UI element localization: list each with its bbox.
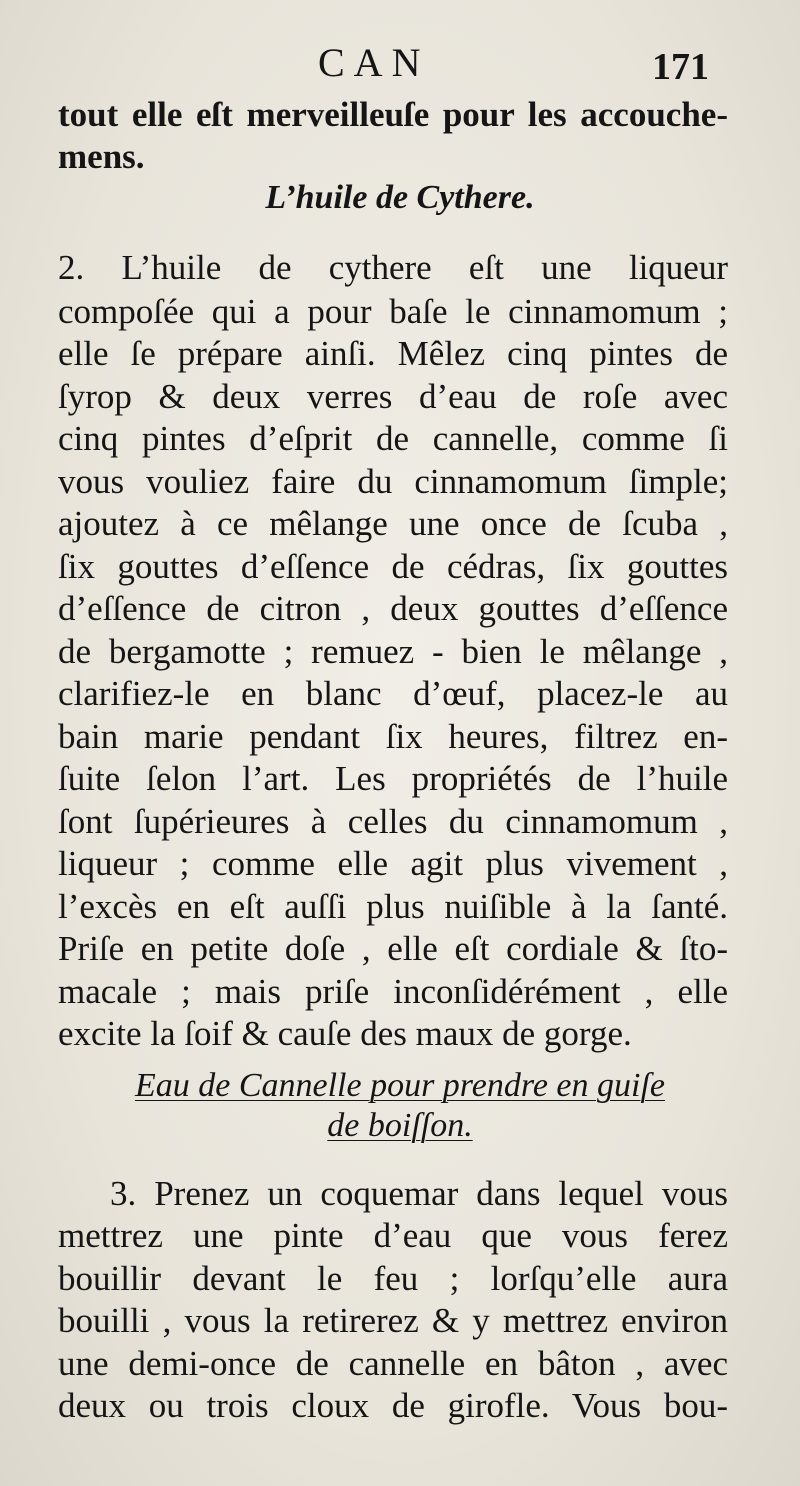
text-line: macale ; mais priſe inconſidérément , elle [58,972,728,1011]
text-line: d’eſſence de citron , deux gouttes d’eſſence [58,589,728,628]
text-line: elle ſe prépare ainſi. Mêlez cinq pintes de [58,334,728,373]
section-title: Eau de Cannelle pour prendre en guiſe [134,1067,666,1104]
text-line: excite la ſoif & cauſe des maux de gorge. [58,1014,632,1053]
text-line: Priſe en petite doſe , elle eſt cordiale & ſto- [58,929,728,968]
text-line: ſuite ſelon l’art. Les propriétés de l’huile [58,759,728,798]
text-line: bain marie pendant ſix heures, filtrez en- [58,717,728,756]
text-line: bouillir devant le feu ; lorſqu’elle aura [58,1259,728,1298]
text-line: mettrez une pinte d’eau que vous ferez [58,1216,728,1255]
text-line: deux ou trois cloux de girofle. Vous bou- [58,1386,728,1425]
text-line: liqueur ; comme elle agit plus vivement , [58,844,728,883]
text-line: ſyrop & deux verres d’eau de roſe avec [58,377,728,416]
text-line: mens. [58,137,145,176]
text-line: une demi-once de cannelle en bâton , avec [58,1344,728,1383]
section-title-continued: de boiſſon. [327,1107,473,1144]
text-line: cinq pintes d’eſprit de cannelle, comme ſi [58,419,728,458]
text-line: vous vouliez faire du cinnamomum ſimple; [58,462,728,501]
text-line: bouilli , vous la retirerez & y mettrez environ [58,1301,728,1340]
section-title: L’huile de Cythere. [265,179,535,216]
page-number: 171 [652,46,709,88]
text-line: de bergamotte ; remuez - bien le mêlange , [58,632,728,671]
text-line: 2. L’huile de cythere eſt une liqueur [58,248,728,287]
page-header [0,36,800,90]
text-line: tout elle eſt merveilleuſe pour les accouche- [58,95,728,134]
text-line: ſont ſupérieures à celles du cinnamomum , [58,802,728,841]
text-line: compoſée qui a pour baſe le cinnamomum ; [58,292,728,331]
text-line: clarifiez-le en blanc d’œuf, placez-le au [58,674,728,713]
text-line: 3. Prenez un coquemar dans lequel vous [110,1174,728,1213]
text-line: ajoutez à ce mêlange une once de ſcuba , [58,504,728,543]
running-head: CAN [318,40,430,85]
text-line: l’excès en eſt auſſi plus nuiſible à la ſanté. [58,887,728,926]
text-line: ſix gouttes d’eſſence de cédras, ſix gouttes [58,547,728,586]
